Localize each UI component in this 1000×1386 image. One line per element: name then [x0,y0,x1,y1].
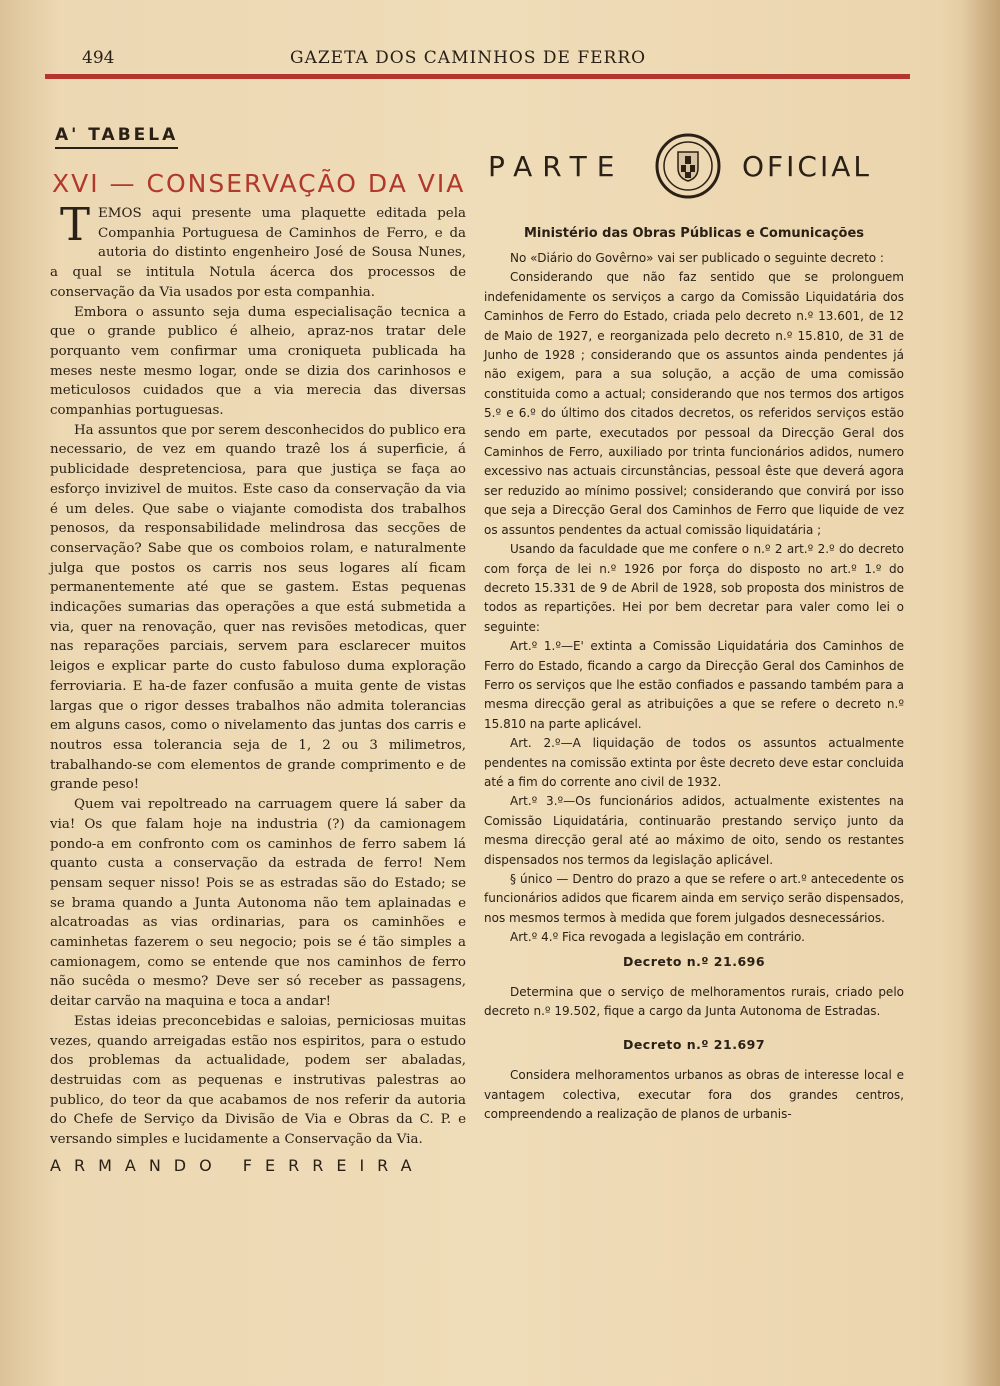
coat-of-arms-icon [654,132,722,200]
page-number: 494 [82,48,115,68]
heading-parte: PARTE [488,150,625,183]
decree-21696-body: Determina que o serviço de melhoramentos rurais, criado pelo decreto n.º 19.502, fique a cargo da Junta Autonoma de Estradas. [484,984,904,1019]
drop-cap: T [60,198,91,251]
article-paragraph-1: TEMOS aqui presente uma plaquette editada pela Companhia Portuguesa de Caminhos de Ferro, e da autoria do distinto engenheiro José de Sousa Nunes, a qual se intitula Notula ácerca dos processos de conservação da Via usados por esta companhia. [50,198,466,300]
decree-paragraph-2: Considerando que não faz sentido que se prolonguem indefenidamente os serviços a cargo da Comissão Liquidatária dos Caminhos de Ferro do Estado, criada pelo decreto n.º 13.601, de 12 de Maio de 1927, e reorganizada pelo decreto n.º 15.810, de 31 de Junho de 1928 ; considerando que os assuntos ainda pendentes já não exigem, para a sua solução, a acção de uma comissão constituida como a actual; considerando que nos termos dos artigos 5.º e 6.º do último dos citados decretos, os referidos serviços estão sendo em parte, executados por pessoal da Direcção Geral dos Caminhos de Ferro, auxiliado por trinta funcionários adidos, numero excessivo nas actuais circunstâncias, pessoal êste que deverá agora ser reduzido ao mínimo possivel; considerando que convirá por isso que seja a Direcção Geral dos Caminhos de Ferro que liquide de vez os assuntos pendentes da actual comissão liquidatária ; [484,270,904,537]
article-title: XVI — CONSERVAÇÃO DA VIA [52,169,466,198]
decree-paragraph-8: Art.º 4.º Fica revogada a legislação em contrário. [510,930,805,945]
decree-21696-title: Decreto n.º 21.696 [622,953,766,969]
article-body [50,198,466,1150]
parte-oficial-heading [484,130,904,214]
page-edge-shadow [962,0,1000,1386]
decree-paragraph-1: No «Diário do Govêrno» vai ser publicado o seguinte decreto : [510,251,884,265]
article-paragraph-2: Embora o assunto seja duma especialisação tecnica a que o grande publico é alheio, apraz-nos tratar dele porquanto vem confirmar uma croniqueta publicada ha meses neste mesmo logar, onde se dizia dos carinhosos e meticulosos cuidados que a via merecia das diversas companhias portuguesas. [50,304,466,419]
decree-body [484,249,904,948]
decree-paragraph-5: Art. 2.º—A liquidação de todos os assuntos actualmente pendentes na comissão extinta por êste decreto deve estar concluida até a fim do corrente ano civil de 1932. [484,736,904,789]
decree-21697-title: Decreto n.º 21.697 [622,1037,766,1053]
section-kicker: A' TABELA [55,125,178,149]
author-signature: ARMANDO FERREIRA [50,1155,425,1175]
left-article [50,125,466,1175]
decree-paragraph-6: Art.º 3.º—Os funcionários adidos, actualmente existentes na Comissão Liquidatária, continuarão prestando serviço junto da mesma direcção geral até ao máximo de oito, sendo os restantes dispensados nos termos da legislação aplicável. [484,794,904,867]
decree-21697-body: Considera melhoramentos urbanos as obras de interesse local e vantagem colectiva, executar fora dos grandes centros, compreendendo a realização de planos de urbanis- [484,1068,904,1122]
article-paragraph-3: Ha assuntos que por serem desconhecidos do publico era necessario, de vez em quando trazê los á superficie, á publicidade despretenciosa, para que justiça se faça ao esforço invizivel de muitos. Este caso da conservação da via é um deles. Que sabe o viajante comodista dos trabalhos penosos, da responsabilidade melindrosa das secções de conservação? Sabe que os comboios rolam, e naturalmente julga que postos os carris nos seus logares alí ficam permanentemente até que se gastem. Estas pequenas indicações sumarias das operações a que está submetida a via, quer na renovação, quer nas revisões metodicas, quer nas reparações parciais, servem para esclarecer muitos leigos e explicar parte do custo fabuloso duma exploração ferroviaria. E ha-de fazer confusão a muita gente de vistas largas que o rigor desses trabalhos não admita tolerancias em alguns casos, como o nivelamento das juntas dos carris e noutros essa tolerancia seja de 1, 2 ou 3 milimetros, trabalhando-se com elementos de grande comprimento e de grande peso! [50,422,466,793]
right-article [484,130,904,1125]
heading-oficial: OFICIAL [742,150,872,183]
decree-paragraph-3: Usando da faculdade que me confere o n.º 2 art.º 2.º do decreto com força de lei n.º 1926 por força do disposto no art.º 1.º do decreto 15.331 de 9 de Abril de 1928, sob proposta dos ministros de todos as repartições. Hei por bem decretar para valer como lei o seguinte: [484,542,904,634]
header-rule [45,74,910,79]
article-paragraph-5: Estas ideias preconcebidas e saloias, perniciosas muitas vezes, quando arreigadas estão nos espiritos, para o estudo dos problemas da actualidade, podem ser abaladas, destruidas com as pequenas e instrutivas palestras ao publico, do teor da que acabamos de nos referir da autoria do Chefe de Serviço da Divisão de Via e Obras da C. P. e versando simples e lucidamente a Conservação da Via. [50,1013,466,1148]
article-paragraph-4: Quem vai repoltreado na carruagem quere lá saber da via! Os que falam hoje na industria (?) da camionagem pondo-a em confronto com os caminhos de ferro sabem lá quanto custa a conservação da estrada de ferro! Nem pensam sequer nisso! Pois se as estradas são do Estado; se se brama quando a Junta Autonoma não tem aplainadas e alcatroadas as vias ordinarias, para os caminhões e caminhetas fazerem o seu negocio; pois se é tão simples a camionagem, como se entende que nos caminhos de ferro não sucêda o mesmo? Deve ser só receber as passagens, deitar carvão na maquina e toca a andar! [50,797,466,1010]
journal-title: GAZETA DOS CAMINHOS DE FERRO [290,48,647,68]
ministry-title: Ministério das Obras Públicas e Comunicações [523,226,865,241]
decree-paragraph-7: § único — Dentro do prazo a que se refere o art.º antecedente os funcionários adidos que ficarem ainda em serviço serão dispensados, nos mesmos termos à medida que forem julgados desnecessários. [484,872,904,925]
decree-paragraph-4: Art.º 1.º—E' extinta a Comissão Liquidatária dos Caminhos de Ferro do Estado, ficando a cargo da Direcção Geral dos Caminhos de Ferro os serviços que lhe estão confiados e passando também para a mesma direcção geral as atribuições a que se refere o decreto n.º 15.810 na parte aplicável. [484,639,904,731]
